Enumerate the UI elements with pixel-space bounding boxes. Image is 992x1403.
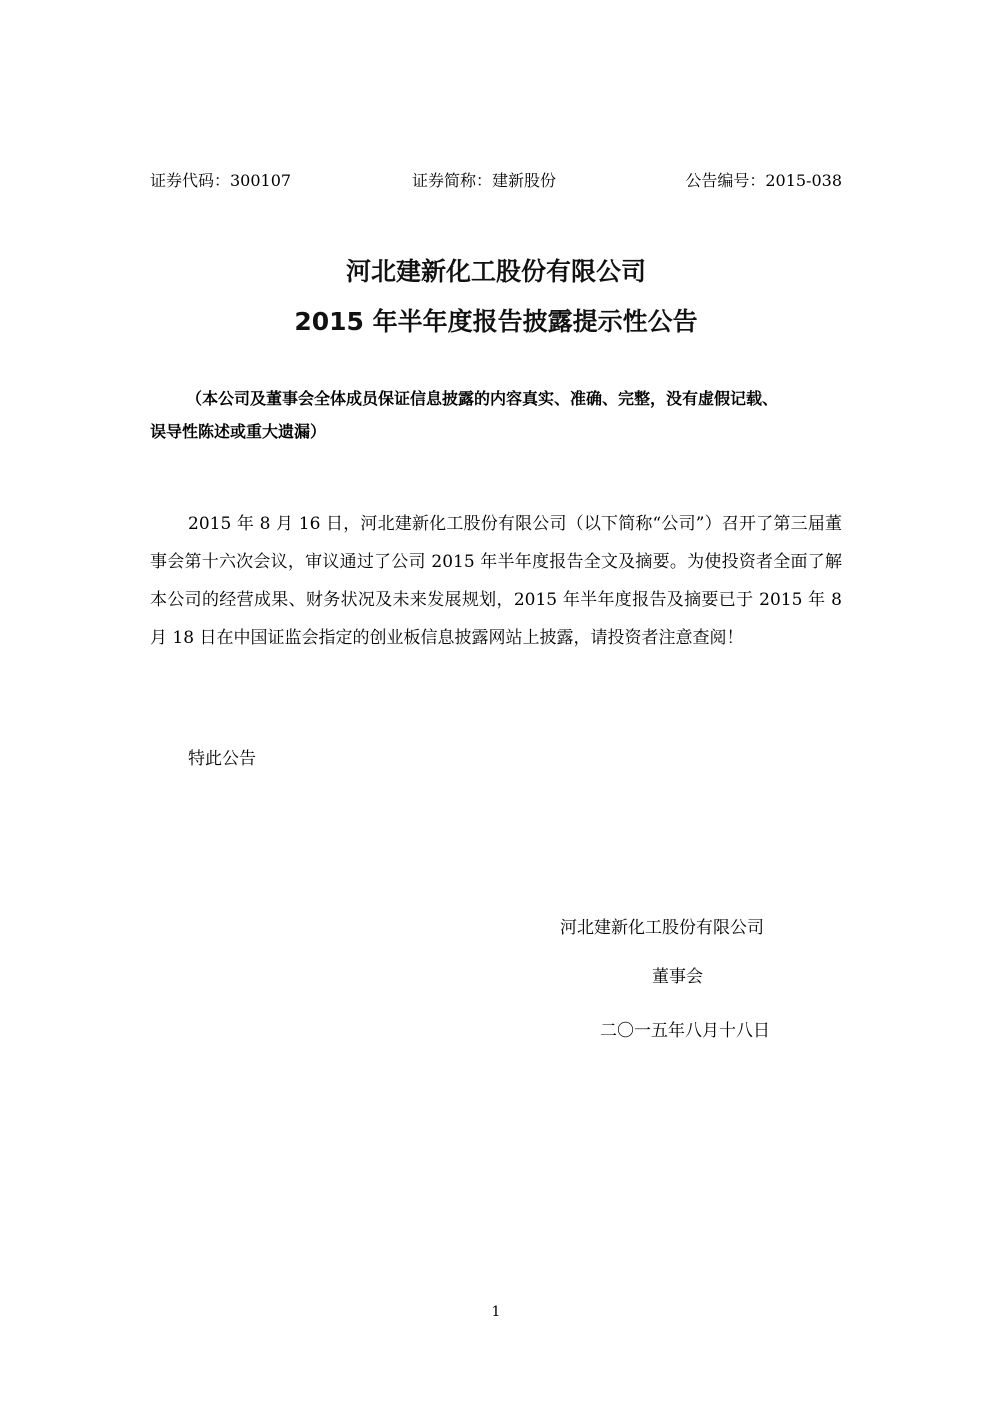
- stock-abbreviation: 证券简称：建新股份: [412, 171, 557, 190]
- signature-company: 河北建新化工股份有限公司: [560, 918, 764, 938]
- signature-date: 二〇一五年八月十八日: [600, 1021, 770, 1041]
- announcement-title: 2015 年半年度报告披露提示性公告: [294, 307, 698, 336]
- board-statement: [150, 382, 850, 448]
- stock-code: 证券代码：300107: [150, 171, 292, 190]
- company-title: 河北建新化工股份有限公司: [345, 257, 646, 286]
- signature-board: 董事会: [652, 967, 703, 987]
- statement-line-1: （本公司及董事会全体成员保证信息披露的内容真实、准确、完整，没有虚假记载、: [186, 389, 779, 408]
- closing-remark: 特此公告: [188, 749, 256, 769]
- body-paragraph: [150, 505, 842, 657]
- document-header: [150, 169, 842, 193]
- announcement-number: 公告编号：2015-038: [685, 171, 842, 190]
- body-text: 2015 年 8 月 16 日，河北建新化工股份有限公司（以下简称“公司”）召开了第三届董事会第十六次会议，审议通过了公司 2015 年半年度报告全文及摘要。为使投资者全面了解本公司的经营成果、财务状况及未来发展规划，2015 年半年度报告及摘要已于 2015 年 8 月 18 日在中国证监会指定的创业板信息披露网站上披露，请投资者注意查阅！: [150, 514, 842, 648]
- page-number: 1: [491, 1304, 501, 1320]
- statement-line-2: 误导性陈述或重大遗漏）: [150, 422, 327, 441]
